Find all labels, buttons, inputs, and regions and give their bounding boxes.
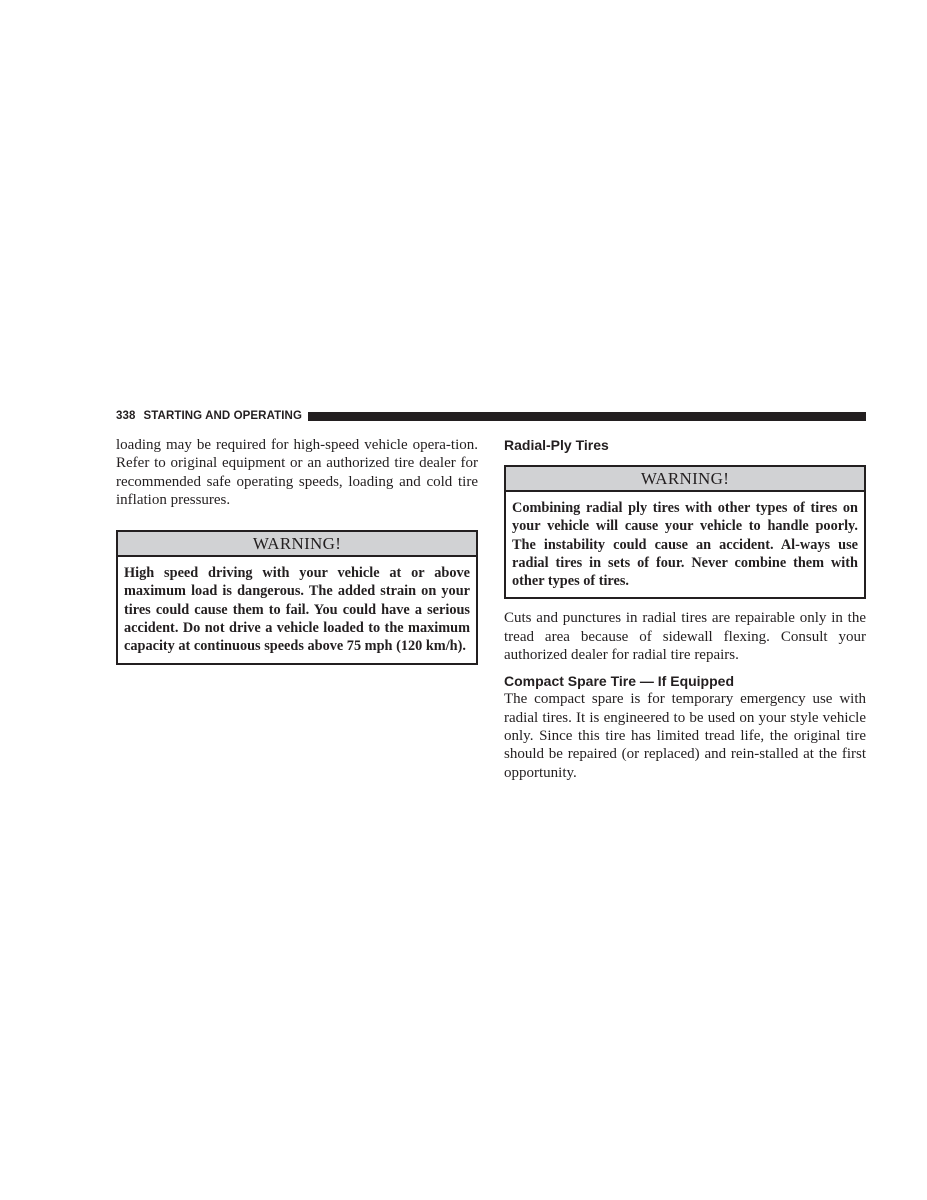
radial-ply-heading: Radial-Ply Tires: [504, 437, 609, 453]
warning-title: WARNING!: [118, 532, 476, 557]
page-header: [116, 409, 866, 423]
radial-repair-paragraph: Cuts and punctures in radial tires are repairable only in the tread area because of sidewall flexing. Consult your authorized dealer for radial tire repairs.: [504, 610, 866, 664]
warning-text: Combining radial ply tires with other types of tires on your vehicle will cause your vehicle to handle poorly. The instability could cause an accident. Al-ways use radial tires in sets of four. Never combine them with other types of tires.: [512, 500, 858, 590]
page-number: 338: [116, 410, 136, 422]
section-title: STARTING AND OPERATING: [143, 410, 303, 422]
high-speed-warning-box: [116, 530, 478, 664]
compact-spare-heading: Compact Spare Tire — If Equipped: [504, 673, 735, 690]
continued-paragraph: loading may be required for high-speed vehicle opera-tion. Refer to original equipment or an authorized tire dealer for recommended safe operating speeds, loading and cold tire inflation pressures.: [116, 437, 478, 508]
radial-warning-box: [504, 465, 866, 599]
left-column: [116, 436, 478, 665]
warning-text: High speed driving with your vehicle at or above maximum load is dangerous. The added strain on your tires could cause them to fail. You could have a serious accident. Do not drive a vehicle loaded to the maximum capacity at continuous speeds above 75 mph (120 km/h).: [124, 565, 470, 655]
right-column: [504, 436, 866, 782]
header-rule: [308, 412, 866, 421]
warning-title: WARNING!: [506, 467, 864, 492]
compact-spare-paragraph: The compact spare is for temporary emergency use with radial tires. It is engineered to be used on your style vehicle only. Since this tire has limited tread life, the original tire should be repaired (or replaced) and rein-stalled at the first opportunity.: [504, 691, 866, 781]
